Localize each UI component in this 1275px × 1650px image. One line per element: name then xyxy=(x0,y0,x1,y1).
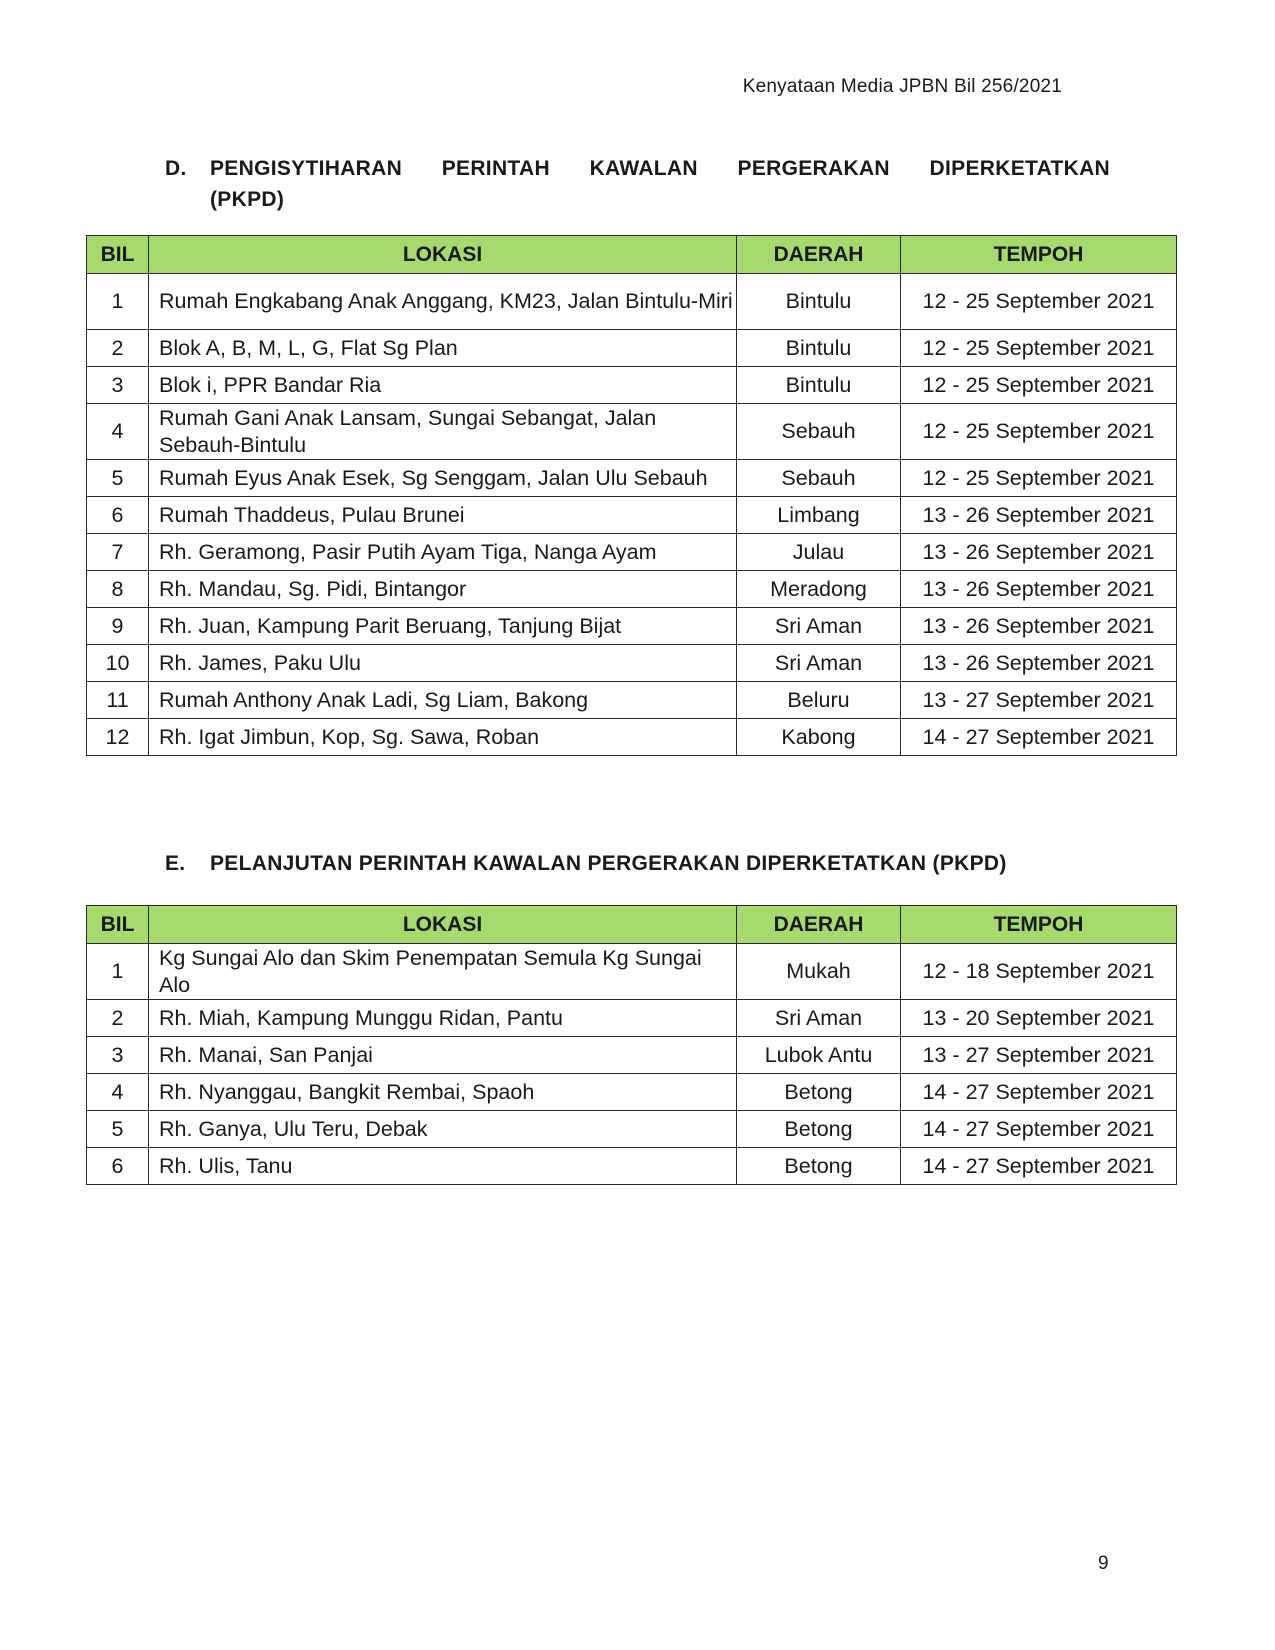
table-row xyxy=(87,1037,1177,1074)
cell-daerah: Bintulu xyxy=(737,274,901,330)
cell-bil: 7 xyxy=(87,534,149,571)
table-header-row xyxy=(87,236,1177,274)
table-body xyxy=(87,944,1177,1185)
cell-tempoh: 13 - 26 September 2021 xyxy=(901,571,1177,608)
cell-lokasi: Rh. Juan, Kampung Parit Beruang, Tanjung Bijat xyxy=(149,608,737,645)
cell-tempoh: 13 - 26 September 2021 xyxy=(901,534,1177,571)
column-header-tempoh: TEMPOH xyxy=(901,236,1177,274)
cell-tempoh: 14 - 27 September 2021 xyxy=(901,719,1177,756)
cell-bil: 5 xyxy=(87,460,149,497)
cell-tempoh: 14 - 27 September 2021 xyxy=(901,1111,1177,1148)
cell-bil: 8 xyxy=(87,571,149,608)
cell-lokasi: Rh. Nyanggau, Bangkit Rembai, Spaoh xyxy=(149,1074,737,1111)
cell-tempoh: 12 - 25 September 2021 xyxy=(901,404,1177,460)
cell-tempoh: 13 - 20 September 2021 xyxy=(901,1000,1177,1037)
cell-tempoh: 12 - 18 September 2021 xyxy=(901,944,1177,1000)
cell-lokasi: Blok A, B, M, L, G, Flat Sg Plan xyxy=(149,330,737,367)
column-header-daerah: DAERAH xyxy=(737,906,901,944)
cell-bil: 12 xyxy=(87,719,149,756)
cell-lokasi: Rh. Geramong, Pasir Putih Ayam Tiga, Nanga Ayam xyxy=(149,534,737,571)
column-header-bil: BIL xyxy=(87,906,149,944)
table-row xyxy=(87,682,1177,719)
cell-daerah: Julau xyxy=(737,534,901,571)
cell-lokasi: Blok i, PPR Bandar Ria xyxy=(149,367,737,404)
cell-daerah: Lubok Antu xyxy=(737,1037,901,1074)
table-row xyxy=(87,460,1177,497)
table-row xyxy=(87,1074,1177,1111)
cell-bil: 9 xyxy=(87,608,149,645)
cell-daerah: Kabong xyxy=(737,719,901,756)
cell-daerah: Sebauh xyxy=(737,404,901,460)
cell-bil: 5 xyxy=(87,1111,149,1148)
table-row xyxy=(87,944,1177,1000)
table-row xyxy=(87,1111,1177,1148)
table-row xyxy=(87,645,1177,682)
pkpd-extension-table xyxy=(86,905,1177,1185)
cell-lokasi: Rh. Manai, San Panjai xyxy=(149,1037,737,1074)
cell-tempoh: 12 - 25 September 2021 xyxy=(901,330,1177,367)
cell-bil: 2 xyxy=(87,1000,149,1037)
table-row xyxy=(87,719,1177,756)
cell-tempoh: 13 - 26 September 2021 xyxy=(901,497,1177,534)
cell-daerah: Bintulu xyxy=(737,330,901,367)
cell-bil: 4 xyxy=(87,1074,149,1111)
cell-daerah: Beluru xyxy=(737,682,901,719)
section-d-title-line2: (PKPD) xyxy=(210,188,285,211)
cell-bil: 3 xyxy=(87,1037,149,1074)
cell-tempoh: 14 - 27 September 2021 xyxy=(901,1074,1177,1111)
column-header-lokasi: LOKASI xyxy=(149,236,737,274)
table-row xyxy=(87,571,1177,608)
cell-tempoh: 12 - 25 September 2021 xyxy=(901,460,1177,497)
cell-daerah: Betong xyxy=(737,1074,901,1111)
column-header-bil: BIL xyxy=(87,236,149,274)
table-header-row xyxy=(87,906,1177,944)
cell-lokasi: Rh. Ganya, Ulu Teru, Debak xyxy=(149,1111,737,1148)
cell-lokasi: Rumah Anthony Anak Ladi, Sg Liam, Bakong xyxy=(149,682,737,719)
table-row xyxy=(87,1148,1177,1185)
column-header-tempoh: TEMPOH xyxy=(901,906,1177,944)
cell-tempoh: 14 - 27 September 2021 xyxy=(901,1148,1177,1185)
cell-lokasi: Rh. Igat Jimbun, Kop, Sg. Sawa, Roban xyxy=(149,719,737,756)
cell-daerah: Betong xyxy=(737,1111,901,1148)
table-row xyxy=(87,274,1177,330)
cell-tempoh: 13 - 27 September 2021 xyxy=(901,1037,1177,1074)
cell-tempoh: 12 - 25 September 2021 xyxy=(901,367,1177,404)
table-row xyxy=(87,608,1177,645)
cell-daerah: Sebauh xyxy=(737,460,901,497)
page-number: 9 xyxy=(1098,1553,1109,1574)
cell-bil: 6 xyxy=(87,497,149,534)
table-row xyxy=(87,1000,1177,1037)
table-body xyxy=(87,274,1177,756)
section-d-title xyxy=(165,153,1110,215)
cell-daerah: Meradong xyxy=(737,571,901,608)
cell-lokasi: Kg Sungai Alo dan Skim Penempatan Semula Kg Sungai Alo xyxy=(149,944,737,1000)
cell-tempoh: 13 - 26 September 2021 xyxy=(901,645,1177,682)
table-row xyxy=(87,367,1177,404)
cell-lokasi: Rumah Engkabang Anak Anggang, KM23, Jalan Bintulu-Miri xyxy=(149,274,737,330)
pkpd-declaration-table xyxy=(86,235,1177,756)
section-d-letter: D. xyxy=(165,157,187,180)
cell-bil: 2 xyxy=(87,330,149,367)
cell-lokasi: Rumah Gani Anak Lansam, Sungai Sebangat, Jalan Sebauh-Bintulu xyxy=(149,404,737,460)
cell-daerah: Limbang xyxy=(737,497,901,534)
cell-lokasi: Rh. Ulis, Tanu xyxy=(149,1148,737,1185)
cell-tempoh: 13 - 27 September 2021 xyxy=(901,682,1177,719)
table-row xyxy=(87,330,1177,367)
cell-daerah: Mukah xyxy=(737,944,901,1000)
table-row xyxy=(87,497,1177,534)
cell-bil: 1 xyxy=(87,274,149,330)
section-d-title-line1: PENGISYTIHARAN PERINTAH KAWALAN PERGERAKAN DIPERKETATKAN xyxy=(210,157,1110,180)
cell-tempoh: 13 - 26 September 2021 xyxy=(901,608,1177,645)
cell-lokasi: Rumah Eyus Anak Esek, Sg Senggam, Jalan Ulu Sebauh xyxy=(149,460,737,497)
cell-bil: 1 xyxy=(87,944,149,1000)
cell-daerah: Betong xyxy=(737,1148,901,1185)
cell-daerah: Sri Aman xyxy=(737,1000,901,1037)
document-reference: Kenyataan Media JPBN Bil 256/2021 xyxy=(742,76,1062,97)
cell-daerah: Sri Aman xyxy=(737,645,901,682)
table-row xyxy=(87,534,1177,571)
column-header-daerah: DAERAH xyxy=(737,236,901,274)
cell-tempoh: 12 - 25 September 2021 xyxy=(901,274,1177,330)
section-e-title-text: PELANJUTAN PERINTAH KAWALAN PERGERAKAN DIPERKETATKAN (PKPD) xyxy=(210,852,1007,875)
cell-lokasi: Rumah Thaddeus, Pulau Brunei xyxy=(149,497,737,534)
cell-bil: 10 xyxy=(87,645,149,682)
cell-bil: 6 xyxy=(87,1148,149,1185)
section-e-letter: E. xyxy=(165,852,186,875)
cell-bil: 11 xyxy=(87,682,149,719)
table-row xyxy=(87,404,1177,460)
cell-lokasi: Rh. James, Paku Ulu xyxy=(149,645,737,682)
cell-bil: 4 xyxy=(87,404,149,460)
cell-daerah: Sri Aman xyxy=(737,608,901,645)
column-header-lokasi: LOKASI xyxy=(149,906,737,944)
cell-daerah: Bintulu xyxy=(737,367,901,404)
cell-bil: 3 xyxy=(87,367,149,404)
cell-lokasi: Rh. Miah, Kampung Munggu Ridan, Pantu xyxy=(149,1000,737,1037)
section-e-title xyxy=(165,848,1110,879)
cell-lokasi: Rh. Mandau, Sg. Pidi, Bintangor xyxy=(149,571,737,608)
